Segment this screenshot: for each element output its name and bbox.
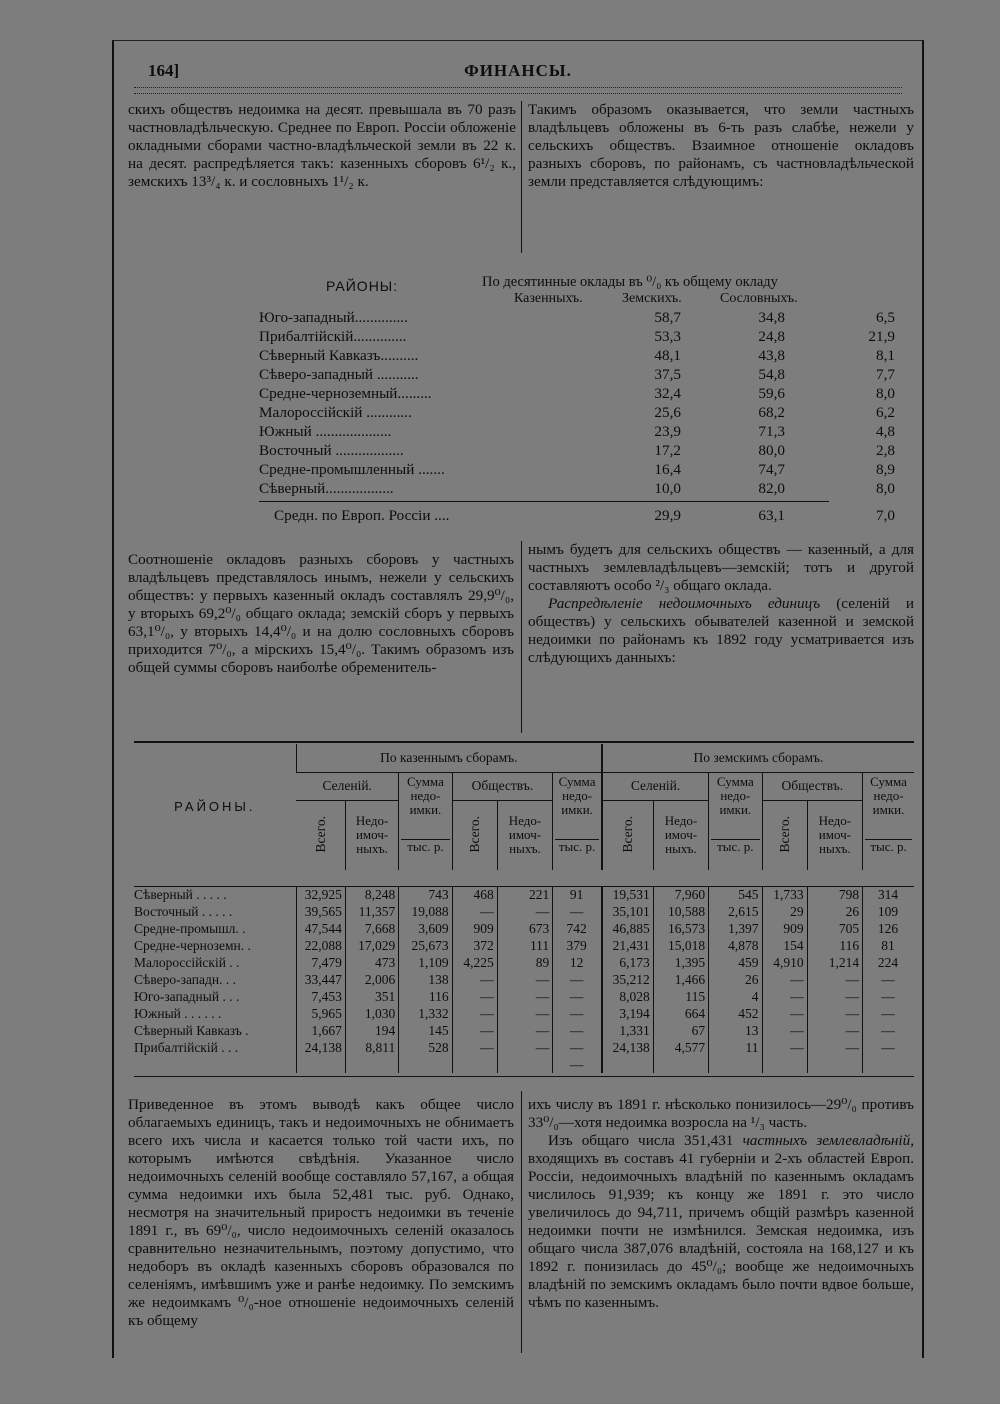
value-cell: 909 [762, 920, 807, 937]
top-right-paragraph: Такимъ образомъ оказывается, что земли частныхъ владѣльцевъ обложены въ 6-ть разъ слабѣе, нежели у сельскихъ обществъ. Взаимное отношеніе окладовъ разныхъ сборовъ, по районамъ, съ частновладѣльческой земли представляется слѣдующимъ: [528, 101, 914, 190]
value-cell: 743 [399, 886, 452, 903]
value-cell: 545 [709, 886, 762, 903]
value-cell: — [807, 1039, 862, 1056]
value-cell: 1,214 [807, 954, 862, 971]
value-cell: 909 [452, 920, 497, 937]
col-header-zemsk: Земскихъ. [622, 291, 682, 306]
value-cell: — [553, 971, 602, 988]
regions-table-total-rule [259, 501, 829, 502]
value-cell: 25,673 [399, 937, 452, 954]
value-cell [296, 1056, 345, 1073]
value-cell: 19,088 [399, 903, 452, 920]
value-cell: — [807, 1022, 862, 1039]
column-divider [521, 541, 522, 733]
value-cell: 1,395 [653, 954, 708, 971]
column-divider [521, 1091, 522, 1353]
value-cell [452, 1056, 497, 1073]
col-header-nedoim: Недо-имоч-ныхъ. [345, 800, 398, 870]
value-cell: 22,088 [296, 937, 345, 954]
region-name-cell: Средне-черноземн. . [134, 937, 251, 953]
value-cell: 1,331 [602, 1022, 653, 1039]
col-header-nedoim: Недо-имоч-ныхъ. [653, 800, 708, 870]
value-cell: 126 [863, 920, 914, 937]
value-cell: — [497, 971, 552, 988]
table-row [134, 1022, 914, 1039]
bottom-left-paragraph: Приведенное въ этомъ выводѣ какъ общее число облагаемыхъ единицъ, такъ и недоимочныхъ не обнимаетъ всего ихъ числа и касается только той части ихъ, по которымъ имѣются свѣдѣнія. Указанное число недоимочныхъ селеній вообще составляло 57,167, а общая сумма недоимки ихъ была 52,481 тыс. руб. Однако, несмотря на значительный приростъ недоимки въ теченіе 1891 г., въ 69⁰/₀, число недоимочныхъ селеній оказалось сравнительно незначительнымъ, поэтому допустимо, что недоборъ въ окладѣ казенныхъ сборовъ образовался по селеніямъ, имѣвшимъ уже и ранѣе недоимку. По земскимъ же недоимкамъ ⁰/₀-ное отношеніе недоимочныхъ селеній къ общему [128, 1096, 514, 1329]
header-ornament-rule [134, 87, 902, 94]
regions-table-row: Южный .................... 23,9 71,3 4,8 [259, 423, 895, 440]
value-cell: — [863, 1022, 914, 1039]
table-row [134, 988, 914, 1005]
value-cell: 1,030 [345, 1005, 398, 1022]
region-name-cell [134, 1056, 296, 1073]
bottom-right-paragraph-1: ихъ числу въ 1891 г. нѣсколько понизилось—29⁰/₀ противъ 33⁰/₀—хотя недоимка возросла на ¹/₃ часть. [528, 1096, 914, 1131]
value-cell: 12 [553, 954, 602, 971]
value-cell: 1,397 [709, 920, 762, 937]
mid-right-paragraph-1: нымъ будетъ для сельскихъ обществъ — казенный, а для частныхъ землевладѣльцевъ—земскій; тотъ и другой составляютъ особо ²/₃ общаго оклада. [528, 541, 914, 594]
value-cell: 4 [709, 988, 762, 1005]
regions-table-row: Сѣверный Кавказъ.......... 48,1 43,8 8,1 [259, 347, 895, 364]
value-cell: 7,479 [296, 954, 345, 971]
value-cell: 194 [345, 1022, 398, 1039]
region-name-cell: Сѣверный . . . . . [134, 886, 227, 902]
value-cell: 15,018 [653, 937, 708, 954]
value-cell: — [452, 1022, 497, 1039]
regions-table-row: Средне-черноземный......... 32,4 59,6 8,0 [259, 385, 895, 402]
regions-table-row: Сѣверо-западный ........... 37,5 54,8 7,7 [259, 366, 895, 383]
value-cell: 11 [709, 1039, 762, 1056]
value-cell: 26 [807, 903, 862, 920]
region-name-cell: Сѣверо-западн. . . [134, 971, 236, 987]
value-cell: — [762, 971, 807, 988]
value-cell: — [863, 988, 914, 1005]
table-row [134, 920, 914, 937]
column-divider [521, 101, 522, 253]
table-row [134, 1039, 914, 1056]
value-cell: — [553, 1056, 602, 1073]
value-cell: — [452, 971, 497, 988]
value-cell: — [452, 903, 497, 920]
value-cell: 2,615 [709, 903, 762, 920]
value-cell: 46,885 [602, 920, 653, 937]
value-cell: 798 [807, 886, 862, 903]
table-row [134, 937, 914, 954]
value-cell: — [452, 1039, 497, 1056]
value-cell: 111 [497, 937, 552, 954]
value-cell: 742 [553, 920, 602, 937]
value-cell: — [497, 1039, 552, 1056]
table-row [134, 971, 914, 988]
col-header-summa: Сумма недо-имки. тыс. р. [399, 772, 452, 870]
value-cell: 109 [863, 903, 914, 920]
value-cell: 351 [345, 988, 398, 1005]
value-cell: 1,667 [296, 1022, 345, 1039]
value-cell: 32,925 [296, 886, 345, 903]
regions-table-row: Восточный .................. 17,2 80,0 2,8 [259, 442, 895, 459]
value-cell: 673 [497, 920, 552, 937]
value-cell: — [452, 1005, 497, 1022]
value-cell: — [553, 1022, 602, 1039]
value-cell: — [807, 971, 862, 988]
value-cell: — [497, 1022, 552, 1039]
value-cell: 8,028 [602, 988, 653, 1005]
table-row [134, 954, 914, 971]
value-cell: 8,811 [345, 1039, 398, 1056]
value-cell: 11,357 [345, 903, 398, 920]
col-header-kazen: Казенныхъ. [514, 291, 583, 306]
page-number: 164] [148, 61, 180, 80]
value-cell: 35,101 [602, 903, 653, 920]
value-cell: 459 [709, 954, 762, 971]
value-cell [653, 1056, 708, 1073]
value-cell: 1,332 [399, 1005, 452, 1022]
mid-right-block [528, 541, 914, 667]
arrears-table [134, 744, 914, 1073]
table-row [134, 1005, 914, 1022]
value-cell: — [553, 988, 602, 1005]
value-cell: 145 [399, 1022, 452, 1039]
col-header-vsego: Всего. [312, 815, 328, 852]
value-cell [497, 1056, 552, 1073]
regions-table-row: Малороссійскій ............ 25,6 68,2 6,2 [259, 404, 895, 421]
arrears-table-body [134, 886, 914, 1073]
value-cell: 372 [452, 937, 497, 954]
value-cell: 16,573 [653, 920, 708, 937]
col-header-obshchestv: Обществъ. [452, 772, 553, 800]
value-cell: — [553, 1005, 602, 1022]
value-cell: 89 [497, 954, 552, 971]
value-cell: 664 [653, 1005, 708, 1022]
col-header-soslov: Сословныхъ. [720, 291, 798, 306]
value-cell: — [762, 1039, 807, 1056]
regions-table-row: Сѣверный.................. 10,0 82,0 8,0 [259, 480, 895, 497]
value-cell: — [863, 1005, 914, 1022]
value-cell: 314 [863, 886, 914, 903]
region-name-cell: Южный . . . . . . [134, 1005, 222, 1021]
table-top-rule [134, 741, 914, 743]
table-row [134, 886, 914, 903]
value-cell: — [762, 988, 807, 1005]
value-cell: 29 [762, 903, 807, 920]
value-cell: 4,910 [762, 954, 807, 971]
value-cell: 116 [399, 988, 452, 1005]
col-header-summa: Сумма недо-имки. тыс. р. [553, 772, 602, 870]
value-cell: 379 [553, 937, 602, 954]
value-cell: 1,466 [653, 971, 708, 988]
mid-left-paragraph: Соотношеніе окладовъ разныхъ сборовъ у частныхъ владѣльцевъ представлялось инымъ, нежели у сельскихъ обществъ: у первыхъ казенный окладъ составлялъ 29,9⁰/₀, у вторыхъ 69,2⁰/₀ общаго оклада; земскій сборъ у первыхъ 63,1⁰/₀, у вторыхъ 14,4⁰/₀ и на долю сословныхъ сборовъ приходится 7⁰/₀, а мірскихъ 15,4⁰/₀. Такимъ образомъ изъ общей суммы сборовъ наиболѣе обременитель- [128, 551, 514, 676]
value-cell: — [452, 988, 497, 1005]
value-cell: 33,447 [296, 971, 345, 988]
value-cell: — [863, 971, 914, 988]
value-cell [345, 1056, 398, 1073]
header-bottom-rule [134, 870, 914, 886]
bottom-right-paragraph-2: Изъ общаго числа 351,431 частныхъ землевладѣній, входящихъ въ составъ 41 губерніи и 2-хъ областей Европ. Россіи, недоимочныхъ владѣній по казеннымъ окладамъ числилось 91,939; къ концу же 1891 г. это число увеличилось до 94,711, причемъ общій размѣръ казенной недоимки почти не измѣнился. Земская недоимка, изъ общаго числа 387,076 владѣній, состояла на 168,127 и къ 1892 г. понизилась до 45⁰/₀; вообще же недоимочныхъ владѣній по земскимъ окладамъ было почти вдвое больше, чѣмъ по казеннымъ. [528, 1132, 914, 1311]
region-name-cell: Юго-западный . . . [134, 988, 240, 1004]
value-cell: — [807, 988, 862, 1005]
col-header-summa: Сумма недо-имки. тыс. р. [863, 772, 914, 870]
region-name-cell: Малороссійскій . . [134, 954, 240, 970]
value-cell: — [553, 1039, 602, 1056]
mid-right-paragraph-2: Распредѣленіе недоимочныхъ единицъ (селеній и обществъ) у сельскихъ обывателей казенной и земской недоимки по районамъ къ 1892 году усматривается изъ слѣдующихъ данныхъ: [528, 595, 914, 666]
value-cell: 4,878 [709, 937, 762, 954]
value-cell: 115 [653, 988, 708, 1005]
value-cell: 1,109 [399, 954, 452, 971]
value-cell: 473 [345, 954, 398, 971]
table-row [134, 1056, 914, 1073]
top-left-paragraph: скихъ обществъ недоимка на десят. превышала въ 70 разъ частновладѣльческую. Среднее по Европ. Россіи обложеніе окладными сборами частно-владѣльческой земли въ 22 к. на десят. распредѣляется такъ: казенныхъ сборовъ 6¹/₂ к., земскихъ 13³/₄ к. и сословныхъ 1¹/₂ к. [128, 101, 516, 190]
value-cell: 24,138 [602, 1039, 653, 1056]
col-header-region: РАЙОНЫ. [174, 799, 256, 814]
col-header-selenii: Селеній. [296, 772, 399, 800]
page-title: ФИНАНСЫ. [464, 61, 572, 80]
regions-table-total-row: Средн. по Европ. Россіи .... 29,9 63,1 7,0 [274, 507, 895, 524]
regions-table-row: Средне-промышленный ....... 16,4 74,7 8,9 [259, 461, 895, 478]
value-cell [709, 1056, 762, 1073]
value-cell: 7,960 [653, 886, 708, 903]
value-cell: 154 [762, 937, 807, 954]
col-header-obshchestv: Обществъ. [762, 772, 863, 800]
value-cell: — [497, 903, 552, 920]
table-bottom-rule [134, 1076, 914, 1077]
region-name-cell: Средне-промышл. . [134, 920, 246, 936]
regions-table-row: Юго-западный.............. 58,7 34,8 6,5 [259, 309, 895, 326]
value-cell: 224 [863, 954, 914, 971]
regions-table-title: РАЙОНЫ: [326, 278, 399, 294]
value-cell: 116 [807, 937, 862, 954]
value-cell: 67 [653, 1022, 708, 1039]
value-cell: — [762, 1022, 807, 1039]
value-cell [762, 1056, 807, 1073]
value-cell: 705 [807, 920, 862, 937]
value-cell: 4,225 [452, 954, 497, 971]
value-cell: — [863, 1039, 914, 1056]
value-cell: 528 [399, 1039, 452, 1056]
value-cell: — [762, 1005, 807, 1022]
value-cell: — [553, 903, 602, 920]
col-header-vsego: Всего. [602, 800, 653, 870]
regions-table-row: Прибалтійскій.............. 53,3 24,8 21,9 [259, 328, 895, 345]
col-header-nedoim: Недо-имоч-ныхъ. [807, 800, 862, 870]
value-cell: 35,212 [602, 971, 653, 988]
col-header-kazen-group: По казеннымъ сборамъ. [296, 744, 602, 772]
page [112, 40, 924, 1358]
value-cell: 21,431 [602, 937, 653, 954]
value-cell: 13 [709, 1022, 762, 1039]
value-cell: 6,173 [602, 954, 653, 971]
value-cell: 3,194 [602, 1005, 653, 1022]
value-cell: 39,565 [296, 903, 345, 920]
col-header-nedoim: Недо-имоч-ныхъ. [497, 800, 552, 870]
value-cell [399, 1056, 452, 1073]
value-cell [807, 1056, 862, 1073]
col-header-selenii: Селеній. [602, 772, 709, 800]
table-row [134, 903, 914, 920]
value-cell: — [497, 1005, 552, 1022]
col-header-summa: Сумма недо-имки. тыс. р. [709, 772, 762, 870]
bottom-right-block [528, 1096, 914, 1312]
col-header-vsego: Всего. [452, 800, 497, 870]
region-name-cell: Сѣверный Кавказъ . [134, 1022, 249, 1038]
value-cell: — [497, 988, 552, 1005]
value-cell: 91 [553, 886, 602, 903]
value-cell: 452 [709, 1005, 762, 1022]
value-cell: 221 [497, 886, 552, 903]
value-cell: 26 [709, 971, 762, 988]
value-cell: 47,544 [296, 920, 345, 937]
value-cell: 4,577 [653, 1039, 708, 1056]
value-cell: 8,248 [345, 886, 398, 903]
value-cell: 468 [452, 886, 497, 903]
value-cell: 1,733 [762, 886, 807, 903]
value-cell: 24,138 [296, 1039, 345, 1056]
region-name-cell: Прибалтійскій . . . [134, 1039, 239, 1055]
value-cell: 5,965 [296, 1005, 345, 1022]
value-cell: 2,006 [345, 971, 398, 988]
value-cell: 17,029 [345, 937, 398, 954]
col-header-vsego: Всего. [762, 800, 807, 870]
value-cell: 7,453 [296, 988, 345, 1005]
value-cell: 19,531 [602, 886, 653, 903]
regions-table-header: По десятинные оклады въ ⁰/₀ къ общему окладу [482, 274, 778, 290]
region-name-cell: Восточный . . . . . [134, 903, 233, 919]
page-header [114, 55, 922, 85]
value-cell: 7,668 [345, 920, 398, 937]
value-cell: 81 [863, 937, 914, 954]
value-cell: — [807, 1005, 862, 1022]
col-header-zemsk-group: По земскимъ сборамъ. [602, 744, 914, 772]
value-cell: 138 [399, 971, 452, 988]
value-cell [602, 1056, 653, 1073]
value-cell [863, 1056, 914, 1073]
value-cell: 10,588 [653, 903, 708, 920]
value-cell: 3,609 [399, 920, 452, 937]
